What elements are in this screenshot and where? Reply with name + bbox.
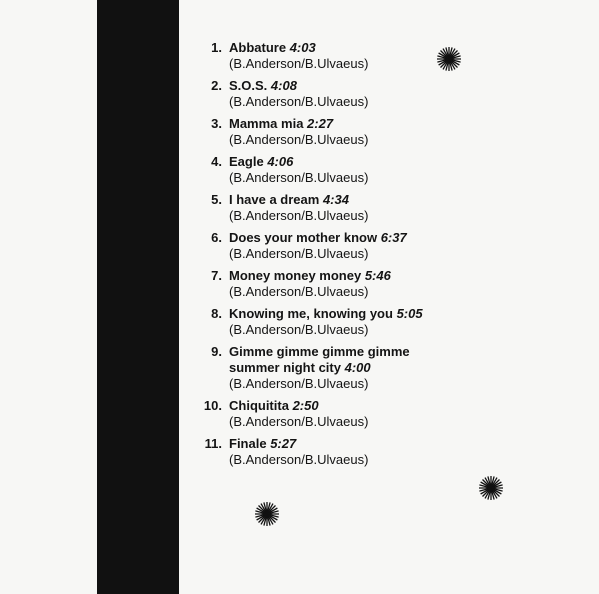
starburst-icon <box>477 474 505 502</box>
track-title: Abbature 4:03 <box>229 40 316 55</box>
track-item <box>195 192 495 224</box>
track-number: 3. <box>211 116 222 131</box>
track-credit: (B.Anderson/B.Ulvaeus) <box>229 284 369 299</box>
track-title: Does your mother know 6:37 <box>229 230 407 245</box>
track-item <box>195 306 495 338</box>
track-item <box>195 344 495 392</box>
track-number: 11. <box>204 436 222 451</box>
black-vertical-stripe <box>97 0 179 594</box>
track-title: Gimme gimme gimme gimme summer night city 4:00 <box>229 344 410 375</box>
track-duration: 4:00 <box>344 360 371 375</box>
track-item <box>195 268 495 300</box>
track-item <box>195 154 495 186</box>
track-number: 8. <box>211 306 222 321</box>
track-duration: 4:08 <box>270 78 297 93</box>
track-duration: 5:05 <box>396 306 423 321</box>
track-title: Finale 5:27 <box>229 436 297 451</box>
track-item <box>195 78 495 110</box>
track-duration: 4:03 <box>289 40 316 55</box>
track-item <box>195 436 495 468</box>
track-item <box>195 116 495 148</box>
starburst-icon <box>435 45 463 73</box>
track-credit: (B.Anderson/B.Ulvaeus) <box>229 376 369 391</box>
track-credit: (B.Anderson/B.Ulvaeus) <box>229 322 369 337</box>
track-number: 4. <box>211 154 222 169</box>
track-credit: (B.Anderson/B.Ulvaeus) <box>229 452 369 467</box>
track-credit: (B.Anderson/B.Ulvaeus) <box>229 56 369 71</box>
track-item <box>195 398 495 430</box>
track-credit: (B.Anderson/B.Ulvaeus) <box>229 414 369 429</box>
track-duration: 2:50 <box>292 398 319 413</box>
track-title: Money money money 5:46 <box>229 268 391 283</box>
track-number: 9. <box>211 344 222 359</box>
starburst-icon <box>253 500 281 528</box>
track-title: S.O.S. 4:08 <box>229 78 297 93</box>
tracklist <box>195 40 495 474</box>
track-credit: (B.Anderson/B.Ulvaeus) <box>229 246 369 261</box>
track-credit: (B.Anderson/B.Ulvaeus) <box>229 132 369 147</box>
track-number: 6. <box>211 230 222 245</box>
track-duration: 6:37 <box>380 230 407 245</box>
track-title: Chiquitita 2:50 <box>229 398 319 413</box>
track-duration: 4:34 <box>322 192 349 207</box>
track-credit: (B.Anderson/B.Ulvaeus) <box>229 94 369 109</box>
track-number: 2. <box>211 78 222 93</box>
track-credit: (B.Anderson/B.Ulvaeus) <box>229 170 369 185</box>
track-credit: (B.Anderson/B.Ulvaeus) <box>229 208 369 223</box>
track-duration: 5:27 <box>270 436 297 451</box>
track-title: Knowing me, knowing you 5:05 <box>229 306 423 321</box>
track-duration: 5:46 <box>364 268 391 283</box>
track-duration: 2:27 <box>307 116 334 131</box>
track-number: 10. <box>203 398 222 413</box>
track-item <box>195 230 495 262</box>
track-title: Eagle 4:06 <box>229 154 294 169</box>
track-title: I have a dream 4:34 <box>229 192 349 207</box>
track-number: 7. <box>211 268 222 283</box>
track-duration: 4:06 <box>267 154 294 169</box>
track-number: 5. <box>211 192 222 207</box>
track-title: Mamma mia 2:27 <box>229 116 334 131</box>
track-number: 1. <box>211 40 222 55</box>
